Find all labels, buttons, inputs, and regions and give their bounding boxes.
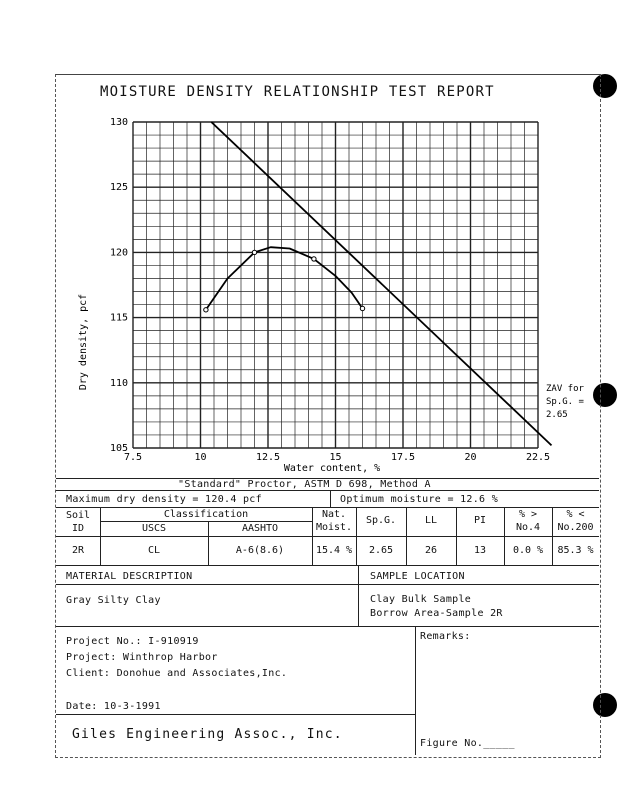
sample-location-header: SAMPLE LOCATION bbox=[370, 571, 465, 582]
cell-soil-id: 2R bbox=[71, 545, 85, 556]
header-pi: PI bbox=[473, 515, 487, 526]
header-nat-1: Nat. bbox=[321, 509, 347, 520]
max-dry-density: Maximum dry density = 120.4 pcf bbox=[66, 494, 262, 505]
project-client: Client: Donohue and Associates,Inc. bbox=[66, 668, 288, 679]
zav-label-line2: Sp.G. = bbox=[546, 397, 584, 407]
y-tick-label: 110 bbox=[109, 377, 128, 389]
header-classification: Classification bbox=[163, 509, 249, 520]
header-gt-1: % > bbox=[518, 509, 538, 520]
data-point bbox=[360, 306, 364, 310]
y-tick-label: 115 bbox=[109, 312, 128, 324]
y-axis-label: Dry density, pcf bbox=[78, 293, 89, 391]
x-tick-label: 10 bbox=[194, 452, 207, 463]
header-id: ID bbox=[71, 523, 85, 534]
cell-lt-no200: 85.3 % bbox=[557, 545, 594, 556]
sample-location-line2: Borrow Area-Sample 2R bbox=[370, 608, 503, 619]
y-tick-label: 130 bbox=[109, 117, 128, 128]
header-lt-1: % < bbox=[566, 509, 585, 520]
zav-line bbox=[211, 122, 551, 445]
x-tick-label: 17.5 bbox=[390, 452, 416, 463]
divider-table-top bbox=[56, 507, 599, 508]
company-name: Giles Engineering Assoc., Inc. bbox=[72, 727, 343, 742]
divider-material-header bbox=[56, 584, 599, 585]
header-nat-2: Moist. bbox=[315, 522, 353, 533]
project-number: Project No.: I-910919 bbox=[66, 636, 199, 647]
moisture-density-chart bbox=[60, 110, 600, 480]
zav-label-line1: ZAV for bbox=[546, 384, 584, 394]
data-point bbox=[252, 250, 256, 254]
cell-spg: 2.65 bbox=[368, 545, 394, 556]
chart-grid bbox=[133, 122, 538, 448]
sample-location-line1: Clay Bulk Sample bbox=[370, 594, 472, 605]
header-aashto: AASHTO bbox=[241, 523, 279, 534]
report-title: MOISTURE DENSITY RELATIONSHIP TEST REPORT bbox=[100, 84, 495, 100]
cell-ll: 26 bbox=[424, 545, 438, 556]
method-text: "Standard" Proctor, ASTM D 698, Method A bbox=[178, 479, 431, 490]
divider-density-split bbox=[330, 490, 331, 507]
divider-date-bottom bbox=[56, 714, 415, 715]
x-tick-label: 15 bbox=[329, 452, 342, 463]
divider-material-split bbox=[358, 565, 359, 627]
header-soil: Soil bbox=[65, 510, 91, 521]
figure-number: Figure No._____ bbox=[420, 738, 515, 749]
data-point bbox=[204, 308, 208, 312]
chart-series bbox=[206, 122, 552, 445]
header-gt-2: No.4 bbox=[515, 522, 541, 533]
project-name: Project: Winthrop Harbor bbox=[66, 652, 218, 663]
divider-table-bottom bbox=[56, 565, 599, 566]
x-tick-label: 20 bbox=[464, 452, 477, 463]
y-tick-label: 120 bbox=[109, 247, 128, 259]
cell-uscs: CL bbox=[147, 545, 161, 556]
x-tick-label: 22.5 bbox=[525, 452, 551, 463]
x-tick-label: 12.5 bbox=[255, 452, 281, 463]
optimum-moisture: Optimum moisture = 12.6 % bbox=[340, 494, 499, 505]
divider-method-bottom bbox=[56, 490, 599, 491]
header-ll: LL bbox=[424, 515, 438, 526]
material-description-header: MATERIAL DESCRIPTION bbox=[66, 571, 193, 582]
cell-pi: 13 bbox=[473, 545, 487, 556]
data-point bbox=[312, 257, 316, 261]
remarks-label: Remarks: bbox=[420, 631, 471, 642]
y-tick-label: 105 bbox=[109, 443, 128, 454]
cell-aashto: A-6(8.6) bbox=[235, 545, 285, 556]
cell-nat-moist: 15.4 % bbox=[315, 545, 353, 556]
header-uscs: USCS bbox=[141, 523, 167, 534]
x-axis-label: Water content, % bbox=[283, 463, 381, 474]
divider-table-header-bottom bbox=[56, 536, 599, 537]
cell-gt-no4: 0.0 % bbox=[512, 545, 544, 556]
y-tick-label: 125 bbox=[109, 182, 128, 194]
header-lt-2: No.200 bbox=[557, 522, 594, 533]
header-spg: Sp.G. bbox=[365, 515, 397, 526]
zav-label-line3: 2.65 bbox=[546, 410, 568, 420]
x-tick-label: 7.5 bbox=[123, 452, 143, 463]
divider-class-sub bbox=[100, 521, 312, 522]
report-date: Date: 10-3-1991 bbox=[66, 701, 161, 712]
material-description-value: Gray Silty Clay bbox=[66, 595, 161, 606]
